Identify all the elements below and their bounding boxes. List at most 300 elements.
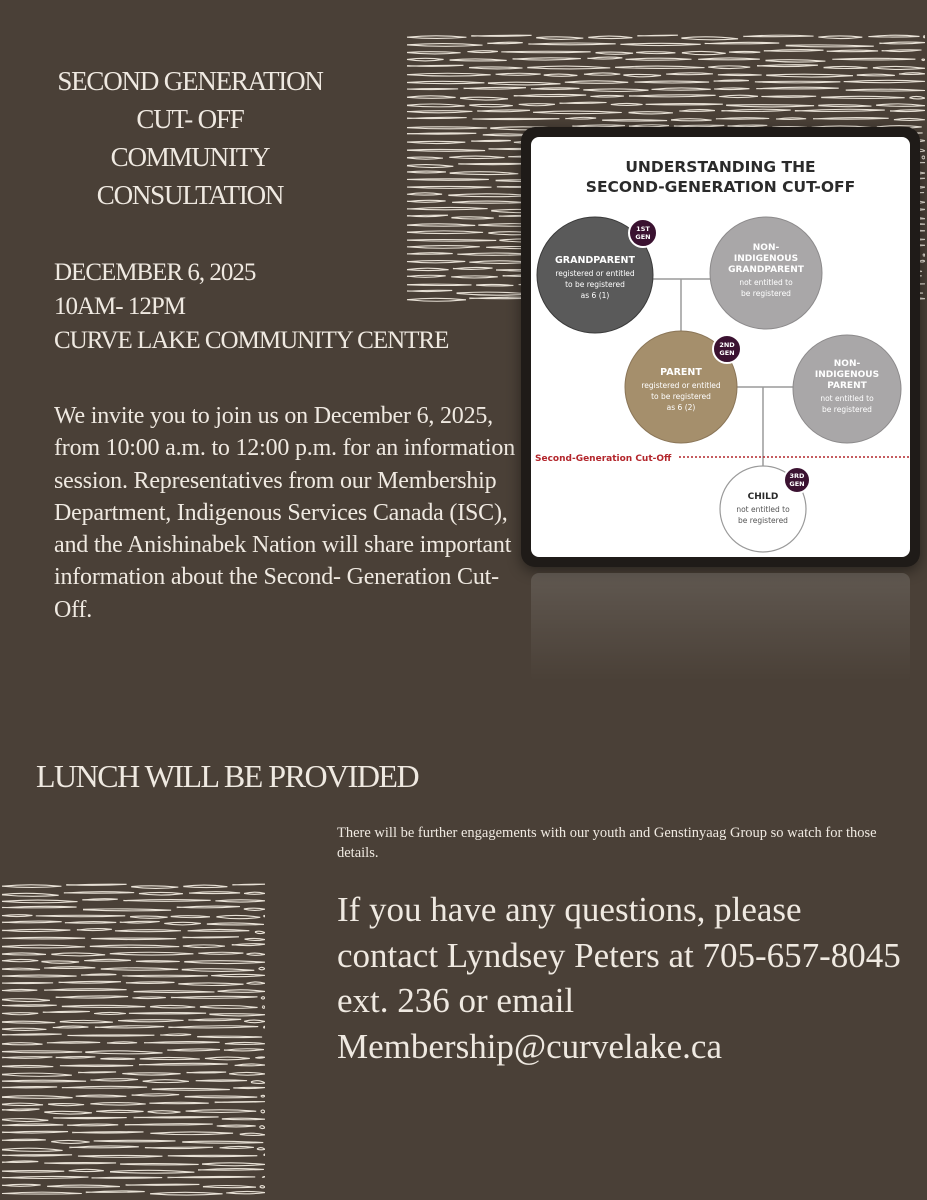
non-indigenous-parent-name: PARENT [827,381,867,391]
scribble-stroke [198,952,243,954]
gen-badge-label: 2ND [719,341,735,349]
scribble-stroke [876,104,925,106]
scribble-stroke [2,1028,46,1030]
scribble-stroke [202,1163,265,1166]
scribble-stroke [136,961,180,962]
scribble-stroke [407,231,483,234]
scribble-stroke [209,1014,265,1016]
scribble-stroke [407,149,485,151]
scribble-stroke [84,959,131,961]
scribble-stroke [407,215,448,217]
scribble-stroke [107,1042,137,1044]
scribble-stroke [83,909,171,911]
scribble-stroke [646,104,723,105]
scribble-stroke [602,120,667,122]
scribble-stroke [207,923,264,925]
scribble-stroke [64,892,134,894]
non-indigenous-parent-desc: be registered [822,405,872,414]
non-indigenous-grandparent-name: INDIGENOUS [733,254,799,264]
scribble-stroke [100,1058,135,1059]
scribble-stroke [91,938,176,939]
scribble-stroke [719,95,758,97]
scribble-stroke [126,1184,200,1185]
scribble-stroke [544,74,578,76]
scribble-stroke [262,1006,265,1008]
scribble-stroke [786,45,874,47]
scribble-stroke [67,1124,118,1126]
scribble-stroke [182,969,255,972]
scribble-stroke [185,1096,258,1098]
scribble-stroke [245,938,265,940]
scribble-stroke [2,893,59,896]
scribble-stroke [457,253,531,255]
scribble-stroke [407,58,444,61]
scribble-stroke [882,50,922,52]
scribble-stroke [407,253,453,255]
scribble-stroke [215,900,265,902]
scribble-stroke [844,80,925,82]
scribble-stroke [2,1103,43,1105]
scribble-stroke [488,82,561,85]
scribble-stroke [78,1155,163,1157]
scribble-stroke [205,1057,250,1060]
parent-name: PARENT [660,367,702,378]
scribble-stroke [2,906,77,908]
child-desc: not entitled to [736,505,790,514]
scribble-stroke [115,930,181,932]
non-indigenous-grandparent-name: GRANDPARENT [728,265,804,275]
scribble-stroke [85,1051,162,1054]
scribble-stroke [2,1119,48,1122]
scribble-stroke [857,74,895,76]
scribble-stroke [51,953,105,956]
scribble-stroke [407,117,467,118]
scribble-stroke [53,1026,89,1028]
scribble-stroke [198,1169,264,1171]
scribble-stroke [407,246,480,249]
scribble-stroke [247,982,265,984]
infographic-card [531,137,910,557]
scribble-stroke [407,96,456,98]
infographic-title-line: SECOND-GENERATION CUT-OFF [585,178,856,196]
scribble-stroke [2,1161,38,1163]
scribble-stroke [226,1191,265,1193]
scribble-stroke [91,1177,162,1178]
scribble-stroke [832,58,915,60]
scribble-stroke [188,1019,241,1021]
scribble-stroke [197,1036,262,1038]
scribble-stroke [615,66,704,68]
decorative-scribble-bottom [0,882,265,1200]
scribble-stroke [125,1124,213,1126]
scribble-stroke [53,1117,127,1118]
scribble-stroke [407,52,461,54]
non-indigenous-parent-name: NON- [833,359,861,369]
scribble-stroke [2,921,62,923]
gen-badge-label: GEN [719,349,735,357]
scribble-stroke [487,42,522,43]
scribble-stroke [909,96,925,99]
scribble-stroke [120,1163,199,1164]
scribble-stroke [82,899,117,900]
scribble-stroke [476,284,513,286]
non-indigenous-parent-desc: not entitled to [820,394,874,403]
scribble-stroke [407,171,446,173]
title-line: SECOND GENERATION [57,66,323,96]
scribble-stroke [514,94,586,96]
scribble-stroke [2,900,78,903]
scribble-stroke [118,1020,183,1022]
scribble-stroke [150,1192,222,1195]
scribble-stroke [164,922,201,925]
scribble-stroke [244,908,265,910]
scribble-stroke [77,929,112,931]
scribble-stroke [2,1080,86,1082]
scribble-stroke [629,95,716,97]
scribble-stroke [2,1087,57,1088]
scribble-stroke [531,88,580,90]
event-time: 10AM- 12PM [54,293,185,320]
scribble-stroke [244,1020,265,1023]
scribble-stroke [718,74,762,75]
scribble-stroke [765,60,825,62]
scribble-stroke [189,892,240,894]
scribble-stroke [2,929,70,931]
scribble-stroke [132,1094,180,1096]
scribble-stroke [776,118,806,120]
scribble-stroke [220,1146,254,1148]
scribble-stroke [67,1035,154,1036]
scribble-stroke [259,967,265,970]
scribble-stroke [708,66,750,69]
scribble-stroke [262,1177,265,1178]
scribble-stroke [233,1087,265,1088]
scribble-stroke [477,110,530,112]
scribble-stroke [240,1133,265,1135]
scribble-stroke [2,1131,68,1133]
scribble-stroke [2,937,85,939]
scribble-stroke [827,50,878,52]
scribble-stroke [2,1005,57,1007]
scribble-stroke [682,51,726,54]
scribble-stroke [129,1013,206,1014]
scribble-stroke [407,157,443,159]
scribble-stroke [2,1109,39,1111]
non-indigenous-parent-name: INDIGENOUS [814,370,880,380]
scribble-stroke [2,959,38,961]
scribble-stroke [2,953,46,955]
scribble-stroke [565,117,596,119]
scribble-stroke [94,1140,176,1142]
scribble-stroke [453,267,493,269]
scribble-stroke [44,1162,116,1163]
scribble-stroke [56,1057,96,1059]
scribble-stroke [755,81,840,83]
scribble-stroke [44,967,95,969]
scribble-stroke [48,1104,84,1106]
scribble-stroke [714,88,749,90]
scribble-stroke [122,975,207,977]
scribble-stroke [183,945,225,948]
scribble-stroke [583,89,648,92]
scribble-stroke [527,66,610,69]
scribble-stroke [218,990,265,992]
scribble-stroke [229,1072,265,1075]
scribble-stroke [611,103,643,105]
reflection-gradient [531,573,910,683]
scribble-stroke [899,73,925,75]
event-title [40,62,340,214]
scribble-stroke [698,58,760,60]
scribble-stroke [261,1110,265,1113]
scribble-stroke [407,81,484,83]
infographic-frame [521,127,920,567]
scribble-stroke [177,906,240,908]
scribble-stroke [766,74,853,77]
grandparent-name: GRANDPARENT [555,255,635,266]
scribble-stroke [729,51,760,52]
scribble-stroke [923,36,925,38]
scribble-stroke [407,133,476,134]
scribble-stroke [407,65,463,66]
scribble-stroke [216,915,260,918]
scribble-stroke [795,109,885,111]
scribble-stroke [588,36,632,39]
scribble-stroke [559,102,606,103]
non-indigenous-grandparent-desc: be registered [741,289,791,298]
scribble-stroke [2,1096,73,1099]
scribble-stroke [818,105,871,107]
gen-badge-label: GEN [789,480,805,488]
scribble-stroke [143,1080,189,1083]
scribble-stroke [47,1042,100,1043]
scribble-stroke [407,141,465,143]
scribble-stroke [407,111,472,113]
scribble-stroke [2,1073,72,1076]
scribble-stroke [467,51,497,53]
scribble-stroke [134,991,215,993]
scribble-stroke [457,292,531,295]
gen-badge-label: 1ST [636,225,650,233]
scribble-stroke [2,1192,82,1194]
scribble-stroke [2,945,85,948]
scribble-stroke [78,1072,116,1073]
scribble-stroke [160,1034,191,1036]
scribble-stroke [2,1124,63,1126]
scribble-stroke [757,65,818,67]
scribble-stroke [196,1080,247,1081]
scribble-stroke [186,1110,257,1113]
scribble-stroke [200,1006,258,1009]
scribble-stroke [460,97,508,100]
scribble-stroke [873,66,925,69]
scribble-stroke [407,240,496,242]
scribble-stroke [126,982,175,984]
scribble-stroke [224,1049,264,1051]
scribble-stroke [761,96,816,98]
scribble-stroke [879,42,925,44]
scribble-stroke [636,52,675,54]
scribble-stroke [407,193,442,195]
grandparent-desc: as 6 (1) [580,291,610,300]
parent-desc: registered or entitled [641,381,721,390]
scribble-stroke [215,1102,265,1103]
scribble-stroke [2,1184,41,1186]
scribble-stroke [407,73,491,76]
title-line: CONSULTATION [96,180,284,210]
scribble-stroke [452,201,525,203]
scribble-stroke [152,1088,230,1090]
scribble-stroke [2,1148,63,1151]
contact-info: If you have any questions, please contact Lyndsey Peters at 705-657-8045 ext. 236 or email Membership@curvelake.ca [337,890,901,1066]
scribble-stroke [496,73,541,75]
scribble-stroke [756,87,838,89]
scribble-stroke [451,217,493,219]
scribble-stroke [818,36,862,39]
scribble-stroke [451,276,498,278]
scribble-stroke [533,111,622,114]
scribble-stroke [110,1170,194,1173]
gen-badge-label: GEN [635,233,651,241]
scribble-stroke [2,1034,62,1035]
scribble-stroke [821,96,904,98]
gen-badge-label: 3RD [789,472,805,480]
scribble-stroke [101,968,178,970]
scribble-stroke [145,1147,213,1148]
scribble-stroke [183,937,239,938]
further-engagements-note: There will be further engagements with our youth and Genstinyaag Group so watch for those details. [337,825,877,861]
scribble-stroke [824,66,868,68]
scribble-stroke [56,996,128,998]
scribble-stroke [235,1064,265,1066]
scribble-stroke [637,35,678,36]
grandparent-desc: registered or entitled [555,269,635,278]
event-date: DECEMBER 6, 2025 [54,259,256,286]
scribble-stroke [890,110,925,112]
scribble-stroke [449,156,504,158]
scribble-stroke [764,50,824,52]
scribble-stroke [652,88,711,90]
scribble-stroke [90,1103,145,1105]
scribble-stroke [2,885,61,888]
scribble-stroke [132,997,165,999]
event-details [54,256,448,358]
scribble-stroke [623,74,661,76]
scribble-stroke [587,57,622,59]
scribble-stroke [36,915,125,916]
scribble-stroke [471,140,511,141]
scribble-stroke [450,172,519,175]
scribble-stroke [43,1011,90,1012]
scribble-stroke [90,945,179,947]
scribble-stroke [671,119,712,121]
scribble-stroke [596,52,634,54]
scribble-stroke [2,1155,72,1156]
scribble-stroke [2,1051,82,1053]
scribble-stroke [122,1073,180,1075]
scribble-stroke [150,1005,195,1008]
scribble-stroke [2,1043,43,1045]
non-indigenous-grandparent-name: NON- [752,243,780,253]
scribble-stroke [139,892,183,895]
scribble-stroke [407,36,466,39]
scribble-stroke [255,1057,265,1058]
scribble-stroke [407,200,446,202]
scribble-stroke [187,1072,227,1073]
scribble-stroke [139,1063,228,1065]
scribble-stroke [2,983,53,984]
scribble-stroke [679,110,715,112]
scribble-stroke [41,961,79,963]
scribble-stroke [225,1042,265,1044]
scribble-stroke [513,58,581,60]
parent-desc: as 6 (2) [666,403,696,412]
lunch-notice: LUNCH WILL BE PROVIDED [36,758,419,794]
cutoff-label: Second-Generation Cut-Off [535,454,672,464]
scribble-stroke [450,59,507,61]
scribble-stroke [65,922,116,924]
scribble-stroke [407,127,487,129]
scribble-stroke [96,1110,143,1112]
scribble-stroke [407,104,465,107]
scribble-stroke [44,1111,92,1114]
scribble-stroke [120,921,160,923]
scribble-stroke [94,1012,126,1014]
scribble-stroke [182,1141,263,1143]
scribble-stroke [2,1057,52,1059]
scribble-stroke [714,80,749,81]
child-desc: be registered [738,516,788,525]
scribble-stroke [407,44,483,47]
scribble-stroke [922,156,925,159]
scribble-stroke [2,1065,53,1067]
scribble-stroke [232,944,265,946]
scribble-stroke [2,915,32,917]
scribble-stroke [2,975,77,977]
scribble-stroke [60,1020,113,1022]
scribble-stroke [144,1042,220,1044]
scribble-stroke [244,892,265,894]
scribble-stroke [171,916,210,918]
scribble-stroke [2,1021,55,1023]
scribble-stroke [168,1155,257,1156]
scribble-stroke [590,95,623,97]
scribble-stroke [140,1057,200,1059]
scribble-stroke [264,1154,265,1155]
scribble-stroke [705,42,780,44]
scribble-stroke [47,1185,120,1187]
scribble-stroke [184,961,265,964]
scribble-stroke [222,1118,265,1120]
scribble-stroke [69,1146,139,1148]
scribble-stroke [407,89,458,90]
scribble-stroke [584,73,620,75]
scribble-stroke [217,1125,256,1127]
scribble-stroke [183,885,227,888]
scribble-stroke [681,37,738,40]
scribble-stroke [2,968,40,970]
infographic-title-line: UNDERSTANDING THE [625,158,816,176]
scribble-stroke [894,118,925,120]
scribble-stroke [259,1126,265,1129]
parent-desc: to be registered [651,392,711,401]
scribble-stroke [255,931,265,933]
scribble-stroke [472,118,559,119]
scribble-stroke [188,929,250,931]
scribble-stroke [263,1026,265,1028]
scribble-stroke [110,952,194,955]
scribble-stroke [813,118,889,120]
